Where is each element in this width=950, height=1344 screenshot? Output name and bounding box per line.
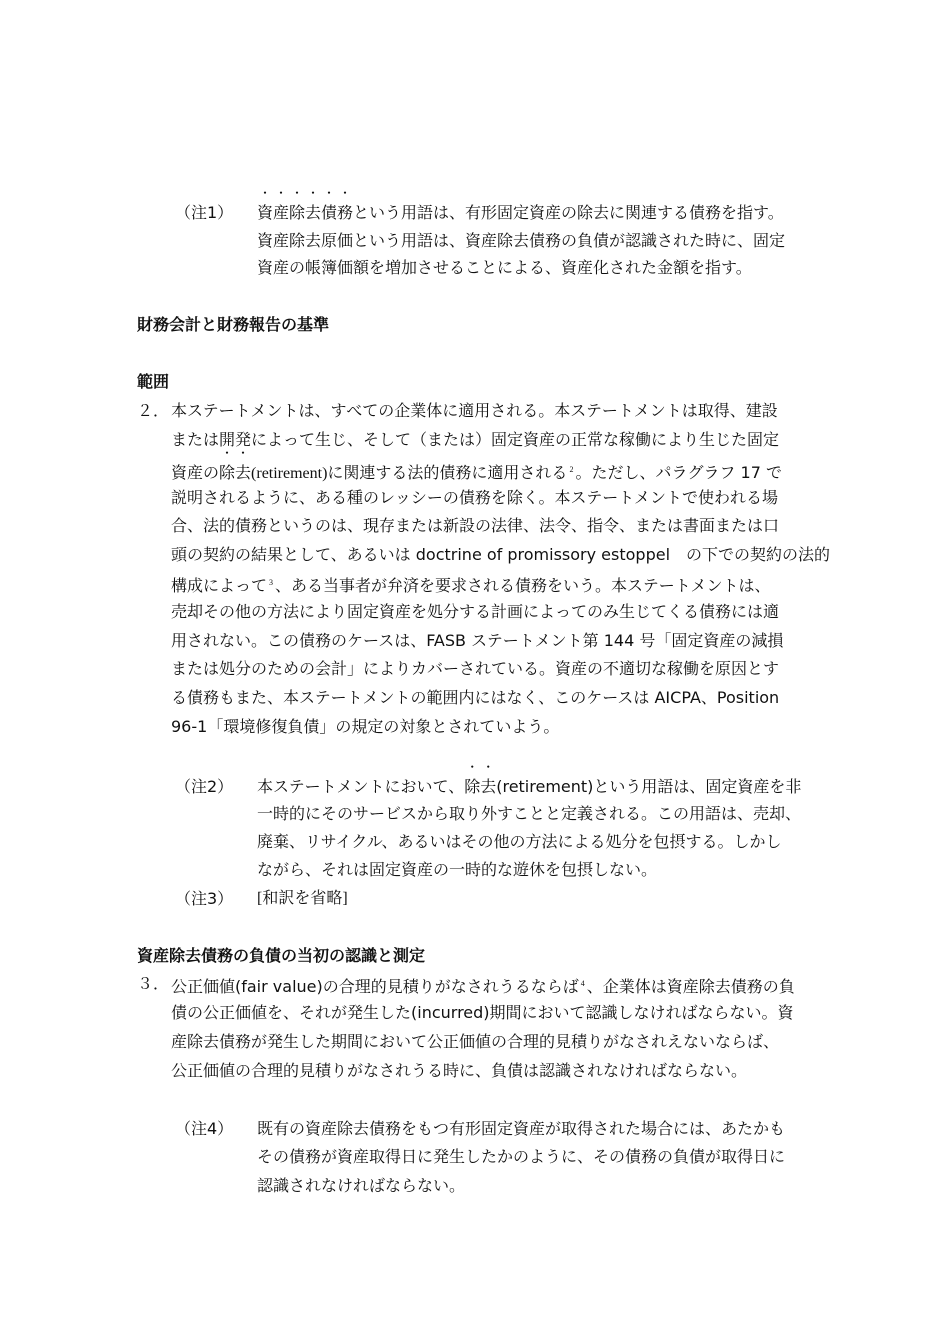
scope-title: 範囲	[137, 372, 170, 391]
para2-line7: 構成によって $^3$ 、ある当事者が弁済を要求される債務をいう。本ステートメントは、	[171, 576, 771, 595]
para3-line3: 産除去債務が発生した期間において公正価値の合理的見積りがなされえないならば、	[171, 1032, 780, 1051]
note3-label: （注3）	[175, 889, 234, 908]
note4-line2: その債務が資産取得日に発生したかのように、その債務の負債が取得日に	[257, 1147, 786, 1166]
para2-line5: 合、法的債務というのは、現存または新設の法律、法令、指令、または書面または口	[171, 516, 780, 535]
section-title: 財務会計と財務報告の基準	[137, 315, 330, 334]
footnote-ref-2[interactable]: 2	[569, 465, 574, 474]
para2-line10: または処分のための会計」によりカバーされている。資産の不適切な稼働を原因とす	[171, 659, 780, 678]
para2-line1: 本ステートメントは、すべての企業体に適用される。本ステートメントは取得、建設	[171, 401, 778, 420]
para3-number: ３．	[137, 974, 170, 993]
section3-title: 資産除去債務の負債の当初の認識と測定	[137, 946, 426, 965]
note1-line2: 資産除去原価という用語は、資産除去債務の負債が認識された時に、固定	[257, 231, 786, 250]
note1-line3: 資産の帳簿価額を増加させることによる、資産化された金額を指す。	[257, 258, 752, 277]
note4-line3: 認識されなければならない。	[257, 1176, 466, 1195]
note2-line4: ながら、それは固定資産の一時的な遊休を包摂しない。	[257, 860, 658, 879]
note3-text: [和訳を省略]	[257, 890, 348, 907]
para2-line12: 96-1「環境修復負債」の規定の対象とされていよう。	[171, 717, 560, 736]
footnote-ref-3[interactable]: 3	[269, 578, 274, 587]
para2-line6: 頭の契約の結果として、あるいは doctrine of promissory estoppel の下での契約の法的	[171, 545, 831, 564]
note1-line1: ・ ・ ・ ・ ・ ・ 資産除去債務という用語は、有形固定資産の除去に関連する債務を指す。	[257, 199, 784, 227]
para2-line8: 売却その他の方法により固定資産を処分する計画によってのみ生じてくる債務には適	[171, 602, 780, 621]
emphasis-dots-retirement: ・ ・ 除去	[219, 446, 252, 482]
note2-line1: 本ステートメントにおいて、 ・ ・ 除去(retirement)という用語は、固定資産を非	[257, 773, 801, 801]
para2-line11: る債務もまた、本ステートメントの範囲内にはなく、このケースは AICPA、Position	[171, 688, 780, 707]
footnote-ref-4[interactable]: 4	[580, 979, 585, 988]
para2-number: ２．	[137, 401, 170, 420]
note2-line3: 廃棄、リサイクル、あるいはその他の方法による処分を包摂する。しかし	[257, 832, 782, 851]
para3-line1: 公正価値(fair value)の合理的見積りがなされうるならば $^4$ 、企業体は資産除去債務の負	[171, 977, 795, 996]
note2-line2: 一時的にそのサービスから取り外すことと定義される。この用語は、売却、	[257, 804, 802, 823]
note2-label: （注2）	[175, 777, 234, 796]
para2-line9: 用されない。この債務のケースは、FASB ステートメント第 144 号「固定資産の減損	[171, 631, 784, 650]
para2-line3: 資産の ・ ・ 除去(retirement)に関連する法的債務に適用される $^2$ 。ただし、パラグラフ 17 で	[171, 456, 782, 484]
note4-label: （注4）	[175, 1119, 234, 1138]
emphasis-dots-retirement-note: ・ ・ 除去	[464, 760, 497, 796]
para2-line2: または開発によって生じ、そして（または）固定資産の正常な稼働により生じた固定	[171, 430, 780, 449]
note1-label: （注1）	[175, 203, 234, 222]
para2-line4: 説明されるように、ある種のレッシーの債務を除く。本ステートメントで使われる場	[171, 488, 779, 507]
para3-line2: 債の公正価値を、それが発生した(incurred)期間において認識しなければならない。資	[171, 1003, 794, 1022]
para3-line4: 公正価値の合理的見積りがなされうる時に、負債は認識されなければならない。	[171, 1061, 748, 1080]
emphasis-dots-term: ・ ・ ・ ・ ・ ・ 資産除去債務	[257, 186, 354, 222]
note4-line1: 既有の資産除去債務をもつ有形固定資産が取得された場合には、あたかも	[257, 1119, 786, 1138]
